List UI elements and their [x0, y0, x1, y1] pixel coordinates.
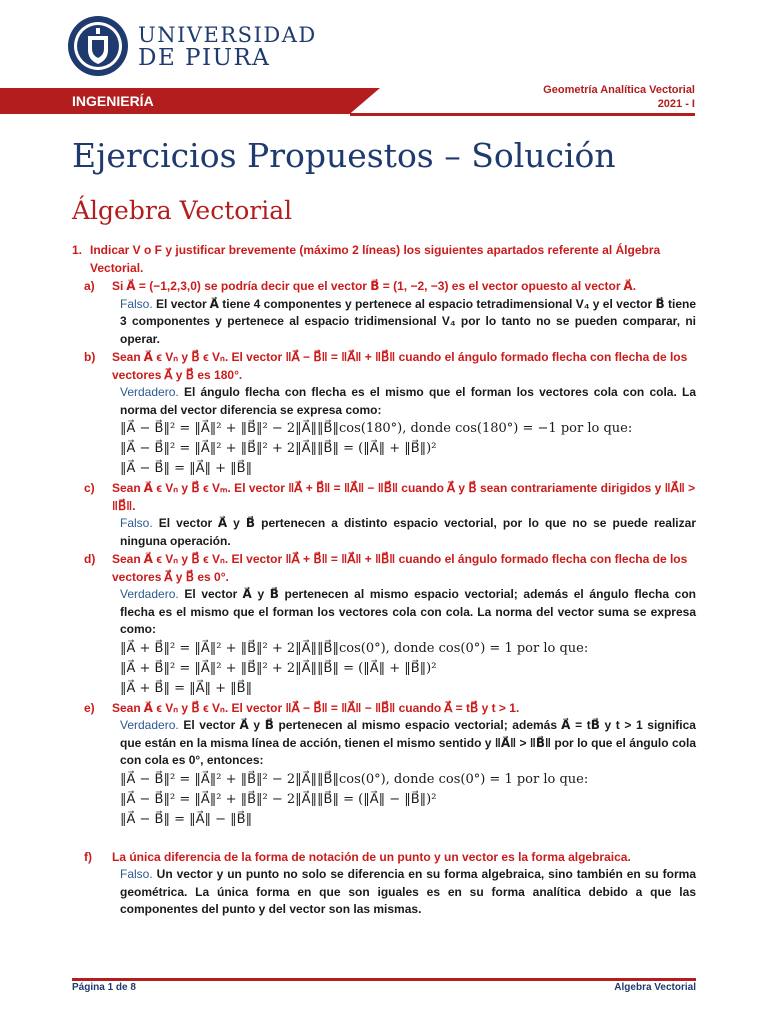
footer-topic: Algebra Vectorial [614, 982, 696, 993]
verdict: Falso. [120, 296, 153, 311]
verdict: Verdadero. [120, 385, 179, 399]
item-b-equations [120, 419, 696, 479]
faculty-label: INGENIERÍA [72, 93, 154, 109]
item-statement: Si A⃗ = (−1,2,3,0) se podría decir que el vector B⃗ = (1, −2, −3) es el vector opuesto al vector A⃗. [112, 279, 637, 293]
item-letter: b) [84, 350, 96, 364]
page-title: Ejercicios Propuestos – Solución [72, 136, 616, 175]
university-name-line1: UNIVERSIDAD [138, 23, 317, 47]
equation: ‖A⃗ − B⃗‖² = ‖A⃗‖² + ‖B⃗‖² − 2‖A⃗‖‖B⃗‖cos(0°), donde cos(0°) = 1 por lo que: [120, 771, 589, 787]
item-d-statement [72, 551, 696, 586]
item-statement: La única diferencia de la forma de notación de un punto y un vector es la forma algebraica. [112, 849, 631, 864]
item-statement: Sean A⃗ ϵ Vₙ y B⃗ ϵ Vₙ. El vector ‖A⃗ − B⃗‖ = ‖A⃗‖ − ‖B⃗‖ cuando A⃗ = tB⃗ y t > 1. [112, 700, 520, 715]
section-title: Álgebra Vectorial [72, 196, 293, 225]
item-a-statement [72, 278, 696, 296]
exercise-content [72, 242, 696, 919]
item-b-answer [120, 384, 696, 419]
equation: ‖A⃗ − B⃗‖ = ‖A⃗‖ + ‖B⃗‖ [120, 461, 253, 476]
question-number: 1. [72, 243, 83, 257]
verdict: Falso. [120, 516, 153, 530]
item-letter: f) [84, 849, 92, 864]
item-f-answer [120, 866, 696, 919]
page-number: Página 1 de 8 [72, 982, 136, 993]
item-e-statement [72, 700, 696, 718]
university-name [138, 24, 317, 70]
item-f-statement [72, 849, 696, 867]
item-c-statement [72, 480, 696, 515]
explanation: El vector A⃗ tiene 4 componentes y pertenece al espacio tetradimensional V₄ y el vector B⃗ tiene 3 componentes y pertenece al espacio tridimensional V₄ por lo tanto no se pueden comparar, ni operar. [120, 296, 696, 346]
course-term: 2021 - I [657, 98, 695, 110]
spacer [72, 830, 696, 848]
verdict: Verdadero. [120, 587, 179, 601]
item-statement: Sean A⃗ ϵ Vₙ y B⃗ ϵ Vₘ. El vector ‖A⃗ + B⃗‖ = ‖A⃗‖ − ‖B⃗‖ cuando A⃗ y B⃗ sean contrariamente dirigidos y ‖A⃗‖ > ‖B⃗‖. [112, 481, 696, 513]
explanation: El ángulo flecha con flecha es el mismo que el forman los vectores cola con cola. La norma del vector diferencia se expresa como: [120, 385, 696, 417]
course-info [543, 83, 695, 111]
item-b-statement [72, 349, 696, 384]
verdict: Falso. [120, 867, 153, 881]
item-letter: a) [84, 279, 95, 293]
item-a-answer [120, 296, 696, 349]
item-letter: d) [84, 552, 96, 566]
item-d-answer [120, 586, 696, 639]
question-1 [72, 242, 696, 277]
verdict: Verdadero. [120, 718, 179, 732]
item-e-answer [120, 717, 696, 770]
equation: ‖A⃗ − B⃗‖ = ‖A⃗‖ − ‖B⃗‖ [120, 811, 253, 827]
question-text: Indicar V o F y justificar brevemente (máximo 2 líneas) los siguientes apartados referente al Álgebra Vectorial. [90, 243, 661, 275]
equation: ‖A⃗ + B⃗‖² = ‖A⃗‖² + ‖B⃗‖² + 2‖A⃗‖‖B⃗‖cos(0°), donde cos(0°) = 1 por lo que: [120, 640, 589, 656]
explanation: El vector A⃗ y B⃗ pertenecen al mismo espacio vectorial; además A⃗ = tB⃗ y t > 1 significa que están en la misma línea de acción, tienen el mismo sentido y ‖A⃗‖ > ‖B⃗‖ por lo que el ángulo cola con cola es 0°, entonces: [120, 718, 696, 767]
item-c-answer [120, 515, 696, 550]
item-d-equations [120, 639, 696, 699]
item-letter: c) [84, 481, 95, 495]
equation: ‖A⃗ − B⃗‖² = ‖A⃗‖² + ‖B⃗‖² − 2‖A⃗‖‖B⃗‖cos(180°), donde cos(180°) = −1 por lo que: [120, 421, 633, 436]
footer-rule [72, 978, 696, 981]
item-statement: Sean A⃗ ϵ Vₙ y B⃗ ϵ Vₙ. El vector ‖A⃗ − B⃗‖ = ‖A⃗‖ + ‖B⃗‖ cuando el ángulo formado flecha con flecha de los vectores A⃗ y B⃗ es 180°. [112, 350, 688, 382]
header-rule [350, 113, 695, 116]
explanation: El vector A⃗ y B⃗ pertenecen a distinto espacio vectorial, por lo que no se puede realizar ninguna operación. [120, 516, 696, 548]
item-letter: e) [84, 700, 95, 715]
explanation: Un vector y un punto no solo se diferencia en su forma algebraica, sino también en su forma geométrica. La única forma en que son iguales es en su forma analítica debido a que las componentes del punto y del vector son las mismas. [120, 867, 697, 916]
university-seal-logo [66, 14, 130, 78]
equation: ‖A⃗ − B⃗‖² = ‖A⃗‖² + ‖B⃗‖² + 2‖A⃗‖‖B⃗‖ = (‖A⃗‖ + ‖B⃗‖)² [120, 441, 437, 456]
item-statement: Sean A⃗ ϵ Vₙ y B⃗ ϵ Vₙ. El vector ‖A⃗ + B⃗‖ = ‖A⃗‖ + ‖B⃗‖ cuando el ángulo formado flecha con flecha de los vectores A⃗ y B⃗ es 0°. [112, 552, 688, 584]
university-name-line2: DE PIURA [138, 45, 271, 72]
equation: ‖A⃗ − B⃗‖² = ‖A⃗‖² + ‖B⃗‖² − 2‖A⃗‖‖B⃗‖ = (‖A⃗‖ − ‖B⃗‖)² [120, 791, 437, 807]
equation: ‖A⃗ + B⃗‖ = ‖A⃗‖ + ‖B⃗‖ [120, 680, 253, 696]
course-name: Geometría Analítica Vectorial [543, 84, 695, 96]
explanation: El vector A⃗ y B⃗ pertenecen al mismo espacio vectorial; además el ángulo flecha con flecha es el mismo que el forman los vectores cola con cola. La norma del vector suma se expresa como: [120, 587, 696, 636]
item-e-equations [120, 770, 696, 830]
equation: ‖A⃗ + B⃗‖² = ‖A⃗‖² + ‖B⃗‖² + 2‖A⃗‖‖B⃗‖ = (‖A⃗‖ + ‖B⃗‖)² [120, 660, 437, 676]
faculty-banner [0, 88, 380, 114]
